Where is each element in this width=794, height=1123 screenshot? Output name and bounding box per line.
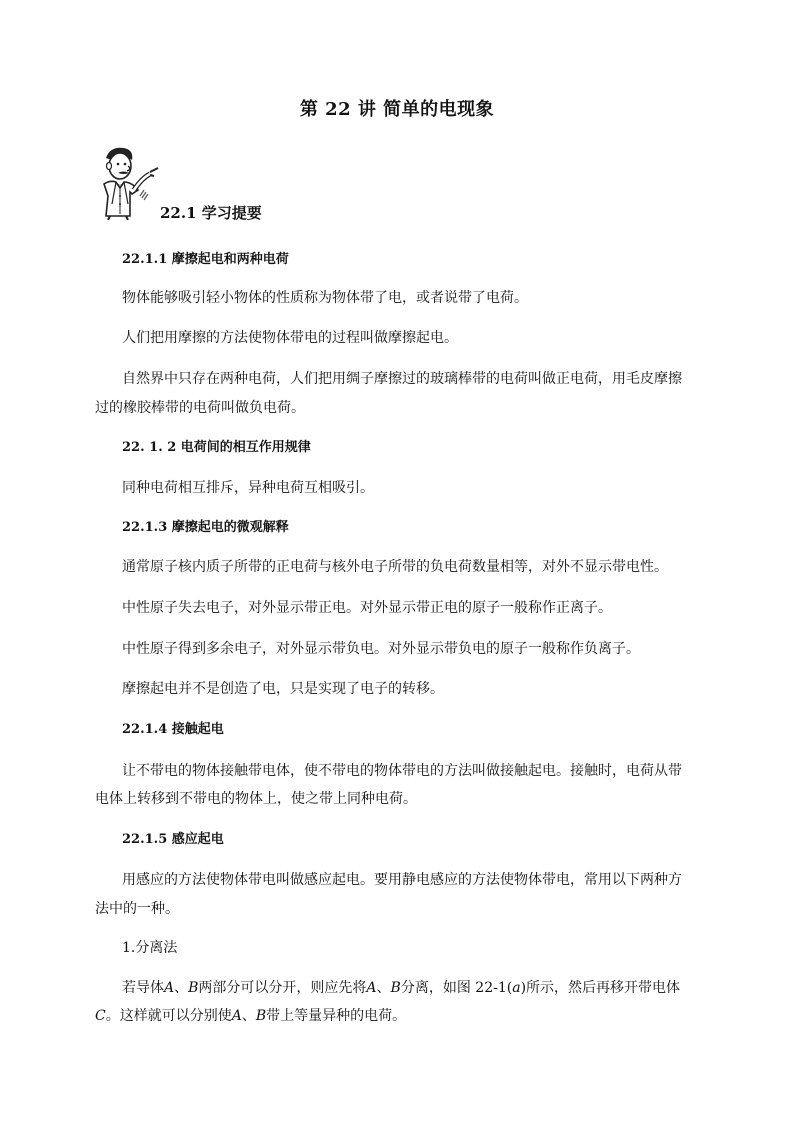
method-label: 1.分离法	[122, 940, 178, 956]
page-title: 第 22 讲 简单的电现象	[299, 99, 495, 120]
subsection-heading: 22.1.5 感应起电	[122, 832, 224, 847]
paragraph: 自然界中只存在两种电荷，人们把用绸子摩擦过的玻璃棒带的电荷叫做正电荷，用毛皮摩擦	[122, 371, 682, 387]
text-run: 若导体	[122, 980, 164, 996]
text-run: )所示，然后再移开带电体	[520, 980, 681, 996]
variable-a: A	[231, 1008, 242, 1024]
pointing-man-illustration	[96, 144, 162, 220]
subsection-heading: 22.1.1 摩擦起电和两种电荷	[122, 252, 289, 267]
subsection-heading: 22.1.3 摩擦起电的微观解释	[122, 520, 289, 535]
paragraph-continuation: 法中的一种。	[95, 901, 179, 917]
paragraph: 摩擦起电并不是创造了电，只是实现了电子的转移。	[122, 681, 444, 697]
variable-b: B	[188, 980, 199, 996]
paragraph-continuation: 过的橡胶棒带的电荷叫做负电荷。	[95, 400, 305, 416]
text-run: 、	[376, 980, 391, 996]
paragraph: 中性原子得到多余电子，对外显示带负电。对外显示带负电的原子一般称作负离子。	[122, 641, 640, 657]
text-run: 、	[174, 980, 189, 996]
subsection-heading: 22. 1. 2 电荷间的相互作用规律	[122, 440, 311, 455]
paragraph: 人们把用摩擦的方法使物体带电的过程叫做摩擦起电。	[122, 330, 458, 346]
paragraph: 通常原子核内质子所带的正电荷与核外电子所带的负电荷数量相等，对外不显示带电性。	[122, 559, 668, 575]
variable-b: B	[255, 1008, 267, 1024]
variable-a: A	[164, 980, 175, 996]
variable-a: A	[366, 980, 377, 996]
variable-c: C	[95, 1008, 106, 1024]
text-run: 。这样就可以分别使	[105, 1008, 232, 1024]
paragraph-continuation	[95, 1005, 406, 1025]
figure-part-label: a	[512, 980, 521, 996]
text-run: 、	[241, 1008, 256, 1024]
paragraph: 中性原子失去电子，对外显示带正电。对外显示带正电的原子一般称作正离子。	[122, 600, 612, 616]
paragraph: 用感应的方法使物体带电叫做感应起电。要用静电感应的方法使物体带电，常用以下两种方	[122, 872, 682, 888]
paragraph: 物体能够吸引轻小物体的性质称为物体带了电，或者说带了电荷。	[122, 290, 528, 306]
paragraph	[122, 977, 680, 997]
text-run: 带上等量异种的电荷。	[266, 1008, 407, 1024]
paragraph: 让不带电的物体接触带电体，使不带电的物体带电的方法叫做接触起电。接触时，电荷从带	[122, 763, 682, 779]
subsection-heading: 22.1.4 接触起电	[122, 722, 224, 737]
text-run: 两部分可以分开，则应先将	[198, 980, 367, 996]
section-heading: 22.1 学习提要	[160, 204, 262, 222]
paragraph: 同种电荷相互排斥，异种电荷互相吸引。	[122, 480, 374, 496]
text-run: 分离，如图 22-1(	[400, 980, 513, 996]
paragraph-continuation: 电体上转移到不带电的物体上，使之带上同种电荷。	[95, 791, 417, 807]
variable-b: B	[390, 980, 401, 996]
